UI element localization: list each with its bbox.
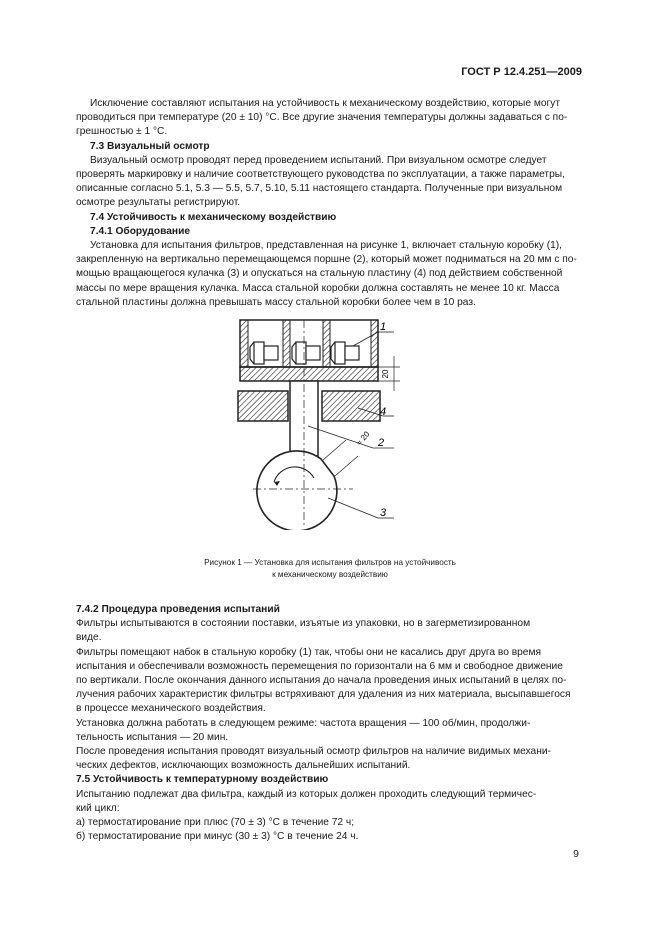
label-2: 2 — [378, 437, 385, 449]
line: осмотре результаты регистрируют. — [76, 197, 241, 209]
list-item-b: б) термостатирование при минус (30 ± 3) °C в течение 24 ч. — [76, 831, 359, 843]
test-rig-drawing — [228, 316, 408, 530]
dim-20-vertical: 20 — [381, 369, 390, 379]
line: лучения рабочих характеристик фильтры встряхивают для удаления из них материала, высыпавшегося — [76, 689, 571, 701]
caption-line: Рисунок 1 — Установка для испытания фильтров на устойчивость — [204, 558, 456, 567]
para-equipment — [76, 239, 582, 310]
line: После проведения испытания проводят визуальный осмотр фильтров на наличие видимых механи- — [76, 746, 551, 758]
para-visual-inspection — [76, 154, 582, 211]
line: ческих дефектов, исключающих возможность дальнейших испытаний. — [76, 760, 411, 772]
line: стальной пластины должна превышать массу стальной коробки более чем в 10 раз. — [76, 296, 476, 308]
text-block-2 — [76, 603, 582, 844]
line: Установка должна работать в следующем режиме: частота вращения — 100 об/мин, продолжи- — [76, 717, 531, 729]
filters — [250, 342, 359, 364]
cam — [257, 451, 337, 530]
standard-header: ГОСТ Р 12.4.251—2009 — [461, 66, 582, 78]
label-3: 3 — [380, 507, 387, 519]
para-placement — [76, 646, 582, 717]
line: Установка для испытания фильтров, представленная на рисунке 1, включает стальную коробку (1), — [90, 240, 563, 252]
line: виде. — [76, 632, 102, 644]
para-temperature-exception — [76, 97, 582, 140]
line: грешностью ± 1 °C. — [76, 126, 168, 138]
line: Исключение составляют испытания на устойчивость к механическому воздействию, которые могут — [90, 98, 561, 109]
line: массы по мере вращения кулачка. Масса стальной коробки должна составлять не менее 10 кг. Масса — [76, 282, 560, 294]
line: закрепленную на вертикально перемещающемся поршне (2), который может подниматься на 20 мм с по- — [76, 254, 577, 266]
line: по вертикали. После окончания данного испытания до начала проведения иных испытаний в целях по- — [76, 675, 567, 687]
steel-box-bottom — [240, 367, 378, 381]
label-4: 4 — [380, 406, 387, 418]
line: проводиться при температуре (20 ± 10) °C. Все другие значения температуры должны задаваться с по- — [76, 112, 568, 124]
line: в процессе механического воздействия. — [76, 703, 266, 715]
label-1: 1 — [380, 321, 387, 333]
section-7-4-title: 7.4 Устойчивость к механическому воздействию — [90, 211, 337, 223]
section-7-5-title: 7.5 Устойчивость к температурному воздействию — [76, 774, 329, 786]
text-block-1 — [76, 97, 582, 310]
page-number: 9 — [573, 848, 579, 860]
line: мощью вращающегося кулачка (3) и опускаться на стальную пластину (4) под действием собственной — [76, 268, 563, 280]
para-thermal-cycle — [76, 788, 582, 816]
steel-plate-left — [238, 391, 288, 421]
figure-caption — [130, 557, 530, 581]
caption-line: к механическому воздействию — [272, 570, 388, 579]
line: кий цикл: — [76, 802, 120, 814]
section-7-4-2-title: 7.4.2 Процедура проведения испытаний — [76, 604, 280, 615]
line: тельность испытания — 20 мин. — [76, 731, 229, 743]
list-item-a: а) термостатирование при плюс (70 ± 3) °C в течение 72 ч; — [76, 817, 355, 829]
line: описанные согласно 5.1, 5.3 — 5.5, 5.7, 5.10, 5.11 настоящего стандарта. Полученные при визуальном — [76, 183, 563, 195]
line: испытания и обеспечивали возможность перемещения по горизонтали на 6 мм и свободное движение — [76, 660, 563, 672]
line: Визуальный осмотр проводят перед проведением испытаний. При визуальном осмотре следует — [90, 154, 547, 166]
line: Фильтры испытываются в состоянии поставки, изъятые из упаковки, но в загерметизированном — [76, 618, 531, 630]
section-7-4-1-title: 7.4.1 Оборудование — [90, 225, 190, 237]
para-delivery-state — [76, 617, 582, 645]
section-7-3-title: 7.3 Визуальный осмотр — [90, 140, 210, 152]
dim-20-angled: ≈ 20 — [354, 429, 372, 448]
steel-plate-right — [322, 391, 380, 421]
line: проверять маркировку и наличие соответствующего руководства по эксплуатации, а также параметры, — [76, 169, 565, 181]
line: Испытанию подлежат два фильтра, каждый из которых должен проходить следующий термичес- — [76, 788, 537, 800]
para-post-inspection — [76, 745, 582, 773]
line: Фильтры помещают набок в стальную коробку (1) так, чтобы они не касались друг друга во время — [76, 646, 541, 658]
para-operating-mode — [76, 717, 582, 745]
